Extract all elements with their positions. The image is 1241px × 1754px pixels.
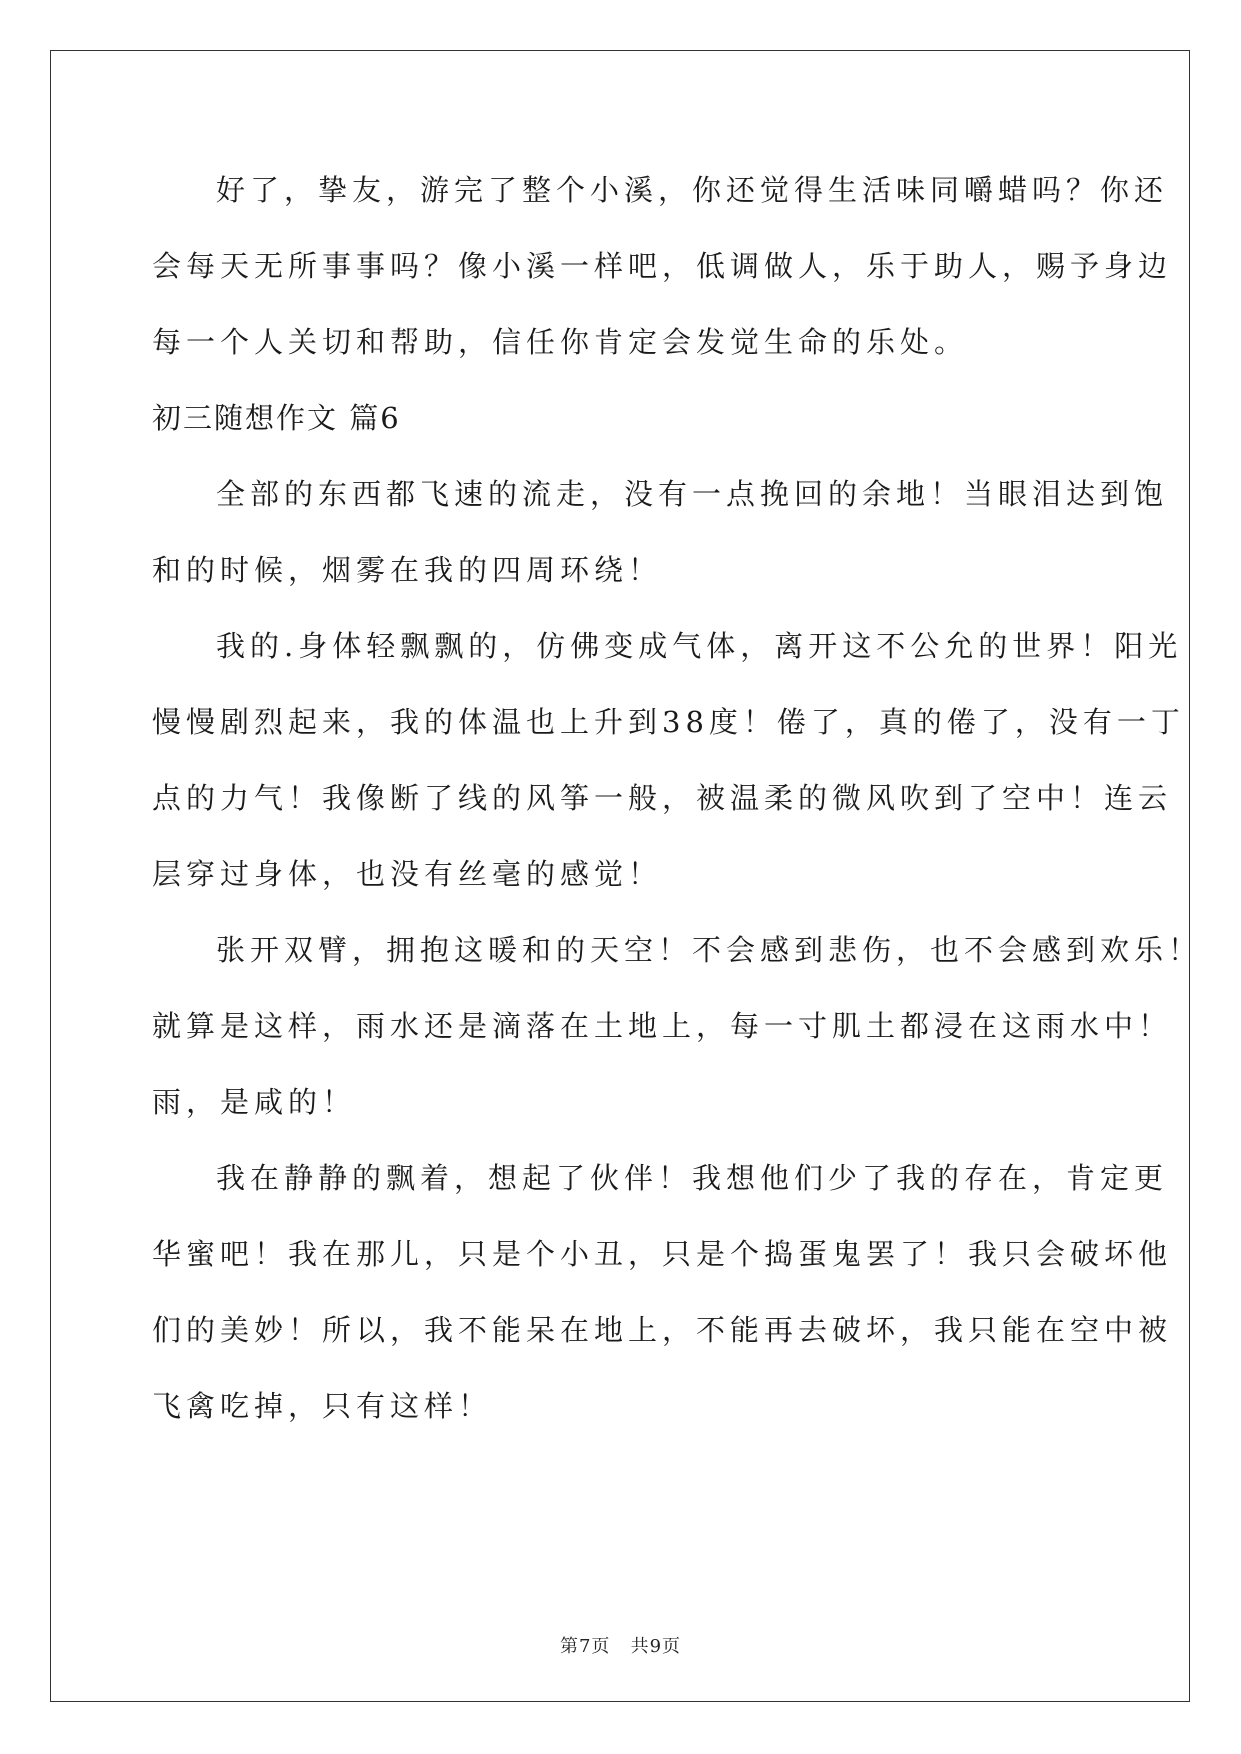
text-line: 就算是这样，雨水还是滴落在土地上，每一寸肌土都浸在这雨水中！ xyxy=(152,1009,1173,1043)
document-body xyxy=(152,152,1203,1444)
page-footer xyxy=(0,1632,1241,1658)
text-line: 我的.身体轻飘飘的，仿佛变成气体，离开这不公允的世界！阳光 xyxy=(216,629,1183,663)
paragraph-1 xyxy=(152,152,1173,380)
paragraph-2 xyxy=(152,456,1169,608)
text-line: 慢慢剧烈起来，我的体温也上升到38度！倦了，真的倦了，没有一丁 xyxy=(152,705,1185,739)
section-title: 初三随想作文 篇6 xyxy=(152,401,401,435)
paragraph-3 xyxy=(152,608,1185,912)
text-line: 会每天无所事事吗？像小溪一样吧，低调做人，乐于助人，赐予身边 xyxy=(152,249,1173,283)
page-number: 第7页 共9页 xyxy=(559,1636,682,1657)
text-line: 我在静静的飘着，想起了伙伴！我想他们少了我的存在，肯定更 xyxy=(216,1161,1169,1195)
text-line: 好了，挚友，游完了整个小溪，你还觉得生活味同嚼蜡吗？你还 xyxy=(216,173,1169,207)
paragraph-5 xyxy=(152,1140,1173,1444)
text-line: 全部的东西都飞速的流走，没有一点挽回的余地！当眼泪达到饱 xyxy=(216,477,1169,511)
paragraph-4 xyxy=(152,912,1203,1140)
text-line: 飞禽吃掉，只有这样！ xyxy=(152,1389,493,1423)
text-line: 华蜜吧！我在那儿，只是个小丑，只是个捣蛋鬼罢了！我只会破坏他 xyxy=(152,1237,1173,1271)
text-line: 们的美妙！所以，我不能呆在地上，不能再去破坏，我只能在空中被 xyxy=(152,1313,1173,1347)
text-line: 张开双臂，拥抱这暖和的天空！不会感到悲伤，也不会感到欢乐！ xyxy=(216,933,1203,967)
text-line: 点的力气！我像断了线的风筝一般，被温柔的微风吹到了空中！连云 xyxy=(152,781,1173,815)
text-line: 层穿过身体，也没有丝毫的感觉！ xyxy=(152,857,663,891)
text-line: 雨，是咸的！ xyxy=(152,1085,357,1119)
text-line: 和的时候，烟雾在我的四周环绕！ xyxy=(152,553,663,587)
text-line: 每一个人关切和帮助，信任你肯定会发觉生命的乐处。 xyxy=(152,325,969,359)
